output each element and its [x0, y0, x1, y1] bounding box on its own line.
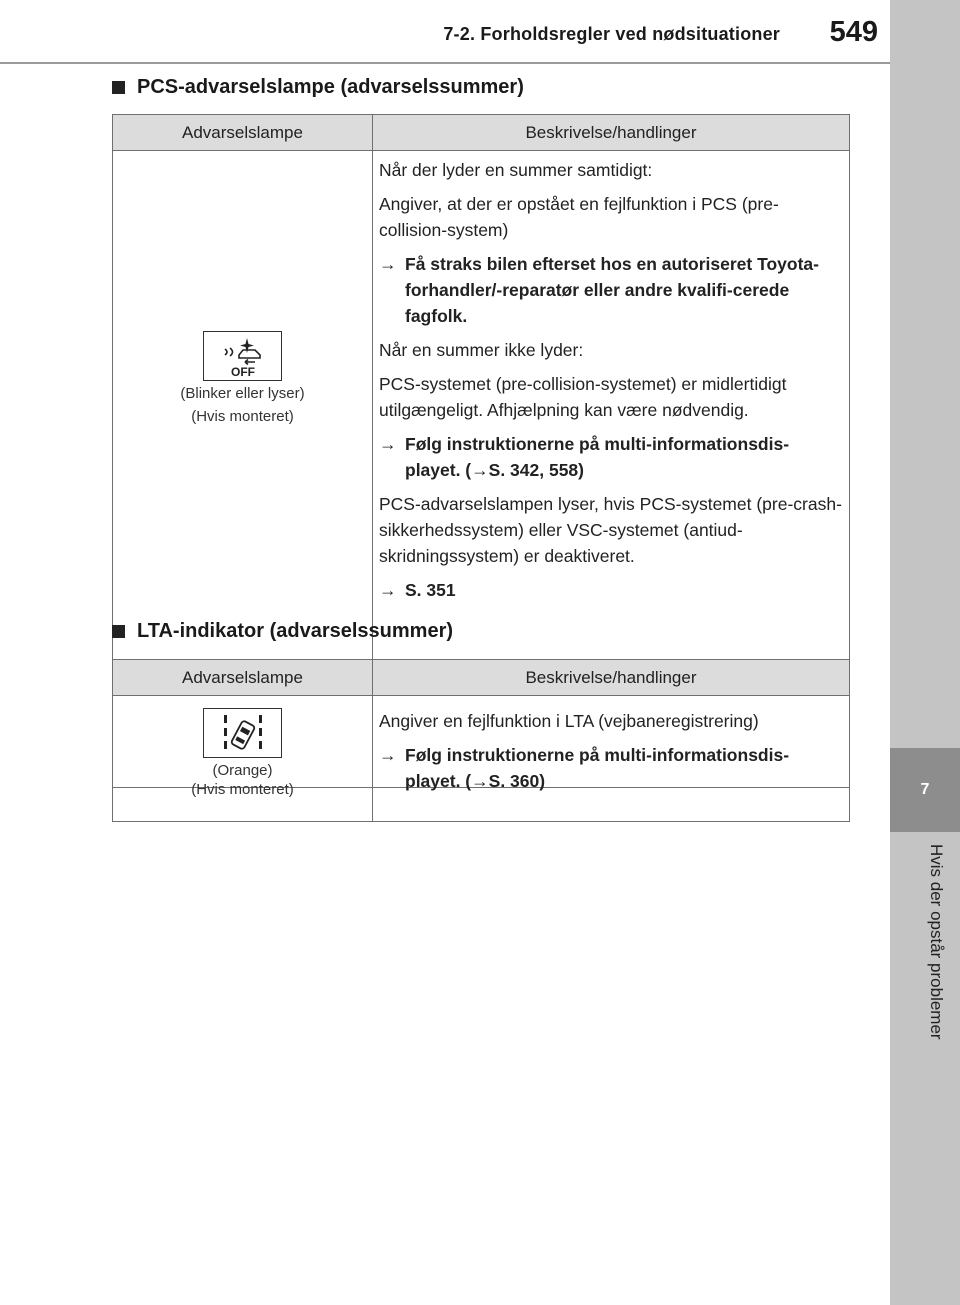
action-text-main: Følg instruktionerne på multi-informationsdis-playet. ( — [405, 745, 790, 791]
action-item — [379, 577, 843, 603]
description-text: PCS-advarselslampen lyser, hvis PCS-systemet (pre-crash-sikkerhedssystem) eller VSC-systemet (antiud-skridningssystem) er deaktiveret. — [379, 494, 842, 566]
arrow-right-icon: → — [379, 434, 397, 454]
lamp-caption: (Hvis monteret) — [191, 781, 294, 798]
section-title: 7-2. Forholdsregler ved nødsituationer — [443, 24, 780, 44]
bullet-square-icon — [112, 625, 125, 638]
action-text-main: Følg instruktionerne på multi-informationsdis-playet. ( — [405, 434, 790, 480]
description-text: Når en summer ikke lyder: — [379, 340, 584, 360]
pcs-off-icon — [203, 331, 282, 381]
lamp-caption: (Orange) — [212, 762, 273, 779]
column-header-desc: Beskrivelse/handlinger — [373, 115, 850, 151]
lamp-cell — [113, 696, 373, 822]
page-reference: S. 351 — [405, 580, 456, 600]
arrow-right-icon: → — [471, 771, 489, 791]
page-header — [0, 0, 890, 64]
arrow-right-icon: → — [379, 254, 397, 274]
description-cell — [373, 696, 850, 822]
pcs-off-icon-text: OFF — [230, 365, 255, 377]
chapter-side-tab — [890, 0, 960, 1305]
action-item — [379, 251, 843, 329]
action-text — [405, 742, 843, 794]
lta-lane-icon — [203, 708, 282, 758]
action-item — [379, 431, 843, 483]
lta-heading-text: LTA-indikator (advarselssummer) — [137, 620, 454, 642]
page-reference: S. 360) — [488, 771, 546, 791]
action-text — [405, 431, 843, 483]
table-row — [113, 696, 850, 822]
table-header-row — [113, 115, 850, 151]
pcs-heading — [112, 76, 524, 99]
description-text: Angiver, at der er opstået en fejlfunktion i PCS (pre-collision-system) — [379, 194, 779, 240]
description-text: PCS-systemet (pre-collision-systemet) er midlertidigt utilgængeligt. Afhjælpning kan være nødvendig. — [379, 374, 787, 420]
column-header-desc: Beskrivelse/handlinger — [373, 660, 850, 696]
description-text: Når der lyder en summer samtidigt: — [379, 160, 653, 180]
arrow-right-icon: → — [379, 580, 397, 600]
lamp-caption: (Blinker eller lyser) — [180, 385, 305, 402]
arrow-right-icon: → — [379, 745, 397, 765]
bullet-square-icon — [112, 81, 125, 94]
table-header-row — [113, 660, 850, 696]
lamp-caption: (Hvis monteret) — [191, 408, 294, 425]
arrow-right-icon: → — [471, 460, 489, 480]
column-header-lamp: Advarselslampe — [113, 660, 373, 696]
chapter-title: Hvis der opstår problemer — [927, 844, 946, 1040]
pcs-heading-text: PCS-advarselslampe (advarselssummer) — [137, 76, 524, 98]
page-number: 549 — [829, 16, 878, 48]
page-reference: S. 342, 558) — [488, 460, 584, 480]
action-item — [379, 742, 843, 794]
action-text: Få straks bilen efterset hos en autoriseret Toyota-forhandler/-reparatør eller andre kvalifi-cerede fagfolk. — [405, 254, 819, 326]
description-text: Angiver en fejlfunktion i LTA (vejbaneregistrering) — [379, 711, 759, 731]
column-header-lamp: Advarselslampe — [113, 115, 373, 151]
lta-heading — [112, 620, 453, 643]
chapter-number: 7 — [890, 748, 960, 832]
lta-table — [112, 659, 850, 822]
